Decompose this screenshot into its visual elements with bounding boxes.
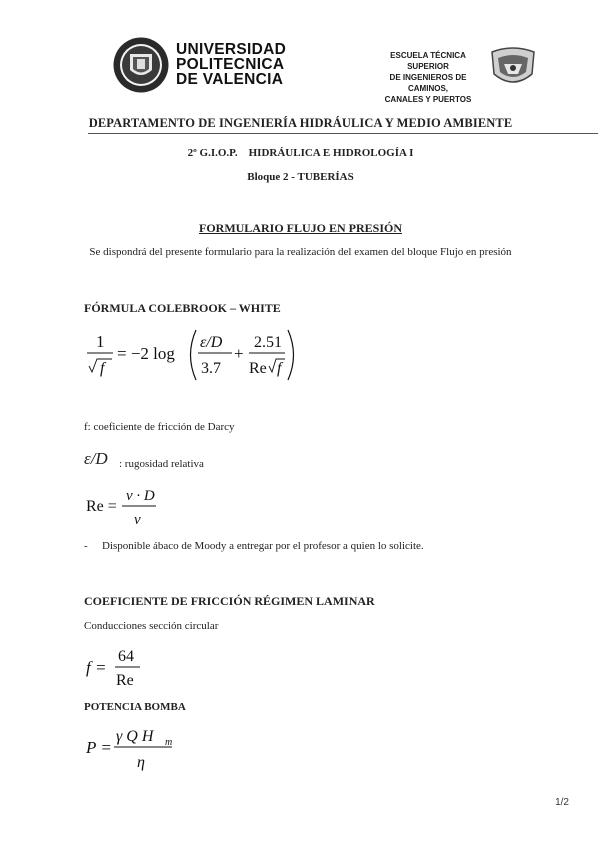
formula-f2: f: [277, 360, 282, 377]
course-line: 2º G.I.O.P. HIDRÁULICA E HIDROLOGÍA I: [187, 147, 414, 159]
moody-note-dash: -: [84, 540, 88, 552]
darcy-description: f: coeficiente de fricción de Darcy: [84, 421, 235, 433]
school-name-line-2: DE INGENIEROS DE CAMINOS,: [389, 73, 467, 93]
left-paren: [191, 330, 197, 380]
university-name-line-3: DE VALENCIA: [176, 71, 284, 88]
formula-eq-log: = −2 log: [117, 344, 175, 363]
university-name: [176, 42, 286, 87]
pump-formula: [84, 724, 194, 772]
laminar-subtitle: Conducciones sección circular: [84, 620, 219, 632]
colebrook-title: FÓRMULA COLEBROOK – WHITE: [84, 301, 281, 315]
school-emblem-logo: [488, 44, 538, 90]
formula-plus: +: [234, 344, 244, 363]
laminar-formula: [84, 646, 164, 690]
relative-roughness-label: : rugosidad relativa: [119, 458, 204, 470]
laminar-denominator: Re: [116, 672, 134, 689]
re-denominator: ν: [134, 512, 141, 528]
re-lhs: Re =: [86, 498, 117, 515]
pump-numerator: γ Q H: [116, 728, 154, 745]
school-name: [372, 50, 484, 105]
form-title: FORMULARIO FLUJO EN PRESIÓN: [198, 221, 402, 235]
intro-text: Se dispondrá del presente formulario para la realización del examen del bloque Flujo en presión: [89, 246, 512, 258]
header-divider: [88, 133, 598, 134]
formula-3-7: 3.7: [201, 360, 221, 377]
laminar-lhs: f =: [86, 658, 107, 677]
formula-re: Re: [249, 360, 267, 377]
block-title: Bloque 2 - TUBERÍAS: [247, 171, 354, 183]
laminar-title: COEFICIENTE DE FRICCIÓN RÉGIMEN LAMINAR: [84, 594, 375, 608]
school-name-line-3: CANALES Y PUERTOS: [384, 95, 472, 104]
formula-eps-d: ε/D: [200, 334, 223, 351]
page-number: 1/2: [555, 797, 569, 808]
eps-d-symbol: ε/D: [84, 449, 108, 468]
reynolds-formula: [84, 486, 174, 530]
laminar-numerator: 64: [118, 648, 134, 665]
school-name-line-1: ESCUELA TÉCNICA SUPERIOR: [390, 51, 466, 71]
pump-title: POTENCIA BOMBA: [84, 701, 186, 713]
university-name-line-1: UNIVERSIDAD: [176, 41, 287, 58]
pump-subscript: m: [165, 737, 173, 748]
moody-note: Disponible ábaco de Moody a entregar por el profesor a quien lo solicite.: [102, 540, 424, 552]
re-numerator: v · D: [126, 488, 155, 504]
formula-f: f: [100, 360, 105, 377]
pump-lhs: P =: [86, 738, 112, 757]
department-title: DEPARTAMENTO DE INGENIERÍA HIDRÁULICA Y MEDIO AMBIENTE: [88, 116, 513, 130]
upv-seal-logo: [112, 36, 170, 94]
right-paren: [288, 330, 294, 380]
formula-one: 1: [96, 332, 105, 351]
colebrook-formula: [84, 322, 304, 386]
university-name-line-2: POLITECNICA: [176, 56, 285, 73]
formula-2-51: 2.51: [254, 334, 282, 351]
pump-denominator: η: [137, 754, 145, 771]
